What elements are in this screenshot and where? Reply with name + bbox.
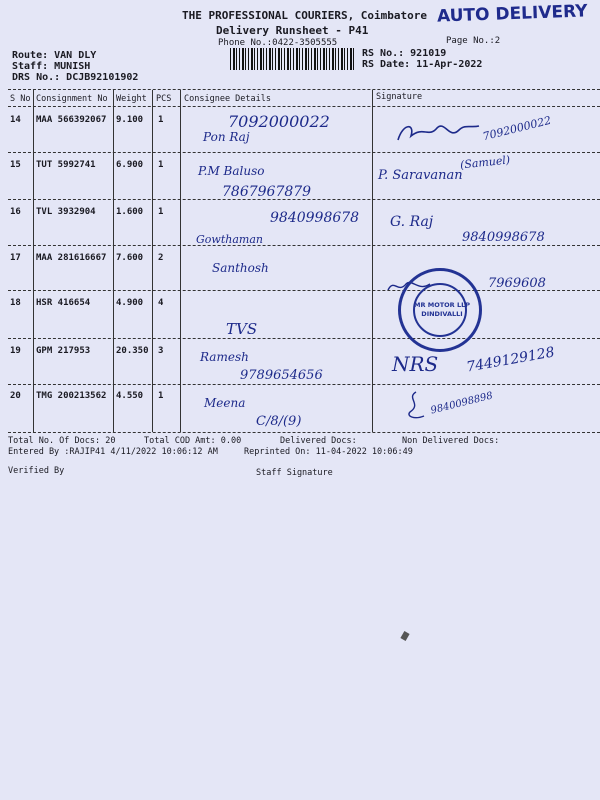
col-header-pcs: PCS	[156, 94, 172, 104]
row-18-weight: 4.900	[116, 298, 144, 308]
row-14-name-handwritten: Pon Raj	[203, 130, 250, 144]
row-20-signature	[400, 388, 430, 424]
col-sep-5	[372, 90, 373, 432]
row-14-signature	[393, 118, 483, 148]
row-16-signature: G. Raj	[390, 214, 434, 230]
row-20-consignment: TMG 200213562	[36, 391, 107, 401]
row-14-signature-phone: 7092000022	[481, 113, 553, 144]
row-16-weight: 1.600	[116, 207, 144, 217]
row-19-rule	[8, 384, 600, 385]
row-16-sno: 16	[10, 207, 21, 217]
non-delivered-docs: Non Delivered Docs:	[402, 436, 500, 446]
row-16-pcs: 1	[158, 207, 164, 217]
staff-signature: Staff Signature	[256, 468, 333, 478]
staff-label: Staff: MUNISH	[12, 61, 91, 72]
row-19-weight: 20.350	[116, 346, 149, 356]
company-stamp	[398, 268, 482, 352]
row-17-rule	[8, 290, 600, 291]
row-15-rule	[8, 199, 600, 200]
row-14-phone-handwritten: 7092000022	[228, 112, 330, 131]
route-label: Route: VAN DLY	[12, 50, 97, 61]
col-header-sno: S No	[10, 94, 31, 104]
total-docs: Total No. Of Docs: 20	[8, 436, 116, 446]
row-17-name-handwritten: Santhosh	[212, 261, 269, 275]
barcode	[230, 48, 354, 70]
rs-number: RS No.: 921019	[362, 48, 447, 59]
row-20-name-handwritten: Meena	[204, 396, 246, 410]
row-18-name-handwritten: TVS	[226, 320, 258, 338]
row-16-consignment: TVL 3932904	[36, 207, 96, 217]
scan-speck	[400, 631, 409, 641]
phone-number: Phone No.:0422-3505555	[218, 38, 338, 48]
row-20-weight: 4.550	[116, 391, 144, 401]
col-sep-1	[33, 90, 34, 432]
row-17-signature-phone: 7969608	[488, 276, 546, 291]
row-15-signature-note: (Samuel)	[459, 153, 511, 172]
row-14-sno: 14	[10, 115, 21, 125]
delivered-docs: Delivered Docs:	[280, 436, 357, 446]
table-header-rule	[8, 106, 600, 107]
col-sep-4	[180, 90, 181, 432]
row-16-signature-phone: 9840998678	[462, 230, 545, 245]
row-18-sno: 18	[10, 298, 21, 308]
verified-by: Verified By	[8, 466, 65, 476]
row-15-name-handwritten: P.M Baluso	[198, 164, 265, 178]
row-14-consignment: MAA 566392067	[36, 115, 107, 125]
col-header-signature: Signature	[376, 92, 423, 102]
row-20-signature-phone: 9840098898	[429, 390, 495, 417]
row-20-rule	[8, 432, 600, 433]
company-name: THE PROFESSIONAL COURIERS, Coimbatore	[182, 9, 428, 22]
row-17-sno: 17	[10, 253, 21, 263]
row-15-phone-handwritten: 7867967879	[222, 184, 312, 200]
row-19-name-handwritten: Ramesh	[200, 350, 249, 364]
row-16-name-handwritten: Gowthaman	[196, 233, 263, 246]
row-15-pcs: 1	[158, 160, 164, 170]
row-16-phone-handwritten: 9840998678	[270, 210, 360, 226]
col-header-consignee: Consignee Details	[184, 94, 271, 104]
drs-number: DRS No.: DCJB92101902	[12, 72, 139, 83]
row-15-weight: 6.900	[116, 160, 144, 170]
row-15-sno: 15	[10, 160, 21, 170]
row-18-consignment: HSR 416654	[36, 298, 91, 308]
row-19-sno: 19	[10, 346, 21, 356]
table-top-rule	[8, 89, 600, 90]
auto-delivery-label: AUTO DELIVERY	[436, 1, 588, 27]
row-18-rule	[8, 338, 600, 339]
row-20-sno: 20	[10, 391, 21, 401]
reprinted-on: Reprinted On: 11-04-2022 10:06:49	[244, 447, 413, 457]
row-17-pcs: 2	[158, 253, 164, 263]
row-16-rule	[8, 245, 600, 246]
stamp-text: MR MOTOR LLP DINDIVALLI	[413, 301, 470, 318]
row-18-pcs: 4	[158, 298, 164, 308]
rs-date: RS Date: 11-Apr-2022	[362, 59, 483, 70]
col-sep-3	[152, 90, 153, 432]
col-header-weight: Weight	[116, 94, 147, 104]
page-number: Page No.:2	[446, 36, 501, 46]
row-14-pcs: 1	[158, 115, 164, 125]
row-19-signature: NRS	[392, 352, 439, 376]
row-19-phone-handwritten: 9789654656	[240, 368, 323, 383]
entered-by: Entered By :RAJIP41 4/11/2022 10:06:12 AM	[8, 447, 218, 457]
total-cod: Total COD Amt: 0.00	[144, 436, 242, 446]
row-15-consignment: TUT 5992741	[36, 160, 96, 170]
col-header-consignment: Consignment No	[36, 94, 108, 104]
row-14-rule	[8, 152, 600, 153]
col-sep-2	[113, 90, 114, 432]
row-20-note-handwritten: C/8/(9)	[256, 414, 302, 429]
row-17-weight: 7.600	[116, 253, 144, 263]
row-14-weight: 9.100	[116, 115, 144, 125]
row-19-pcs: 3	[158, 346, 164, 356]
row-19-signature-phone: 7449129128	[465, 344, 556, 376]
row-15-signature: P. Saravanan	[378, 168, 463, 183]
row-19-consignment: GPM 217953	[36, 346, 91, 356]
row-17-consignment: MAA 281616667	[36, 253, 107, 263]
runsheet-title: Delivery Runsheet - P41	[216, 24, 369, 37]
row-20-pcs: 1	[158, 391, 164, 401]
